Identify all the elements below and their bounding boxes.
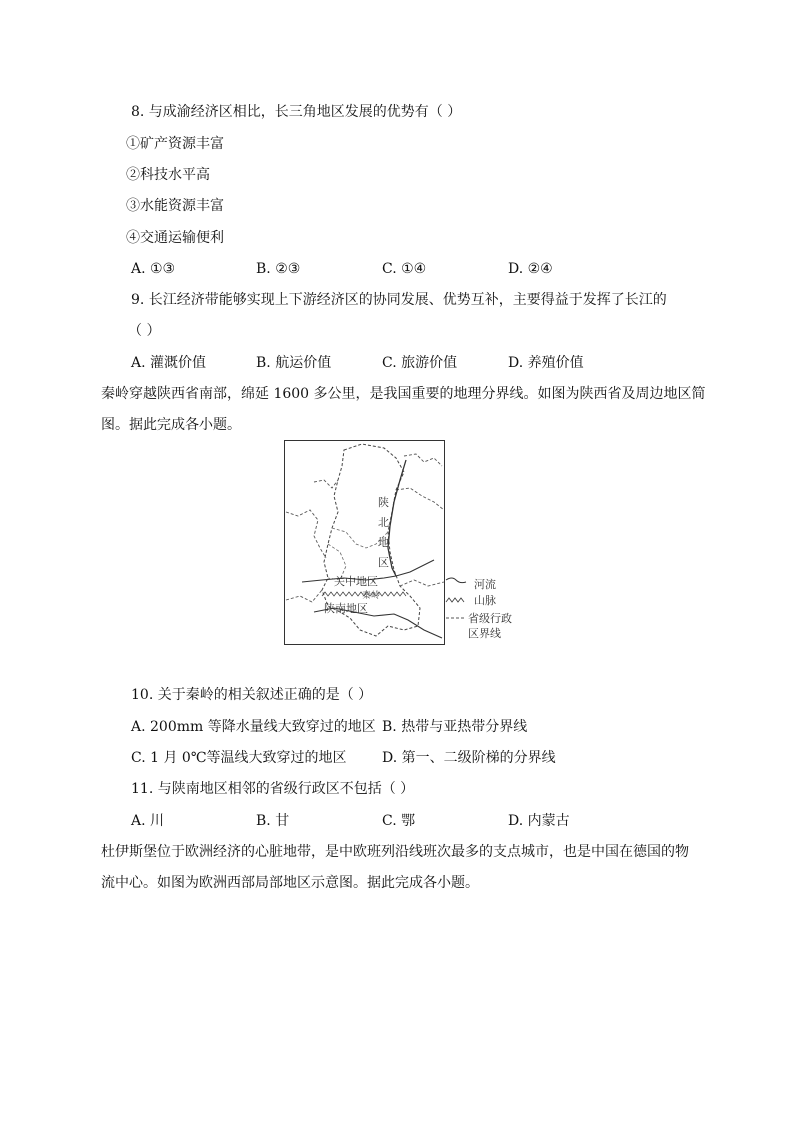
- q9-stem-line2: （ ）: [128, 323, 161, 339]
- q11-option-b[interactable]: B. 甘: [256, 813, 290, 829]
- map-label-shannan: 陕南地区: [324, 602, 368, 615]
- legend-river-symbol: [446, 578, 466, 583]
- q8-option-d[interactable]: D. ②④: [508, 261, 553, 277]
- map-label-north-4: 区: [378, 556, 389, 569]
- legend-boundary-label-2: 区界线: [468, 627, 501, 640]
- boundary-east: [396, 488, 444, 510]
- q11-option-a[interactable]: A. 川: [131, 813, 165, 829]
- q9-option-c[interactable]: C. 旅游价值: [382, 355, 458, 371]
- map-label-north-1: 陕: [378, 496, 389, 509]
- q8-option-c[interactable]: C. ①④: [382, 261, 427, 277]
- q10-option-b[interactable]: B. 热带与亚热带分界线: [382, 719, 528, 735]
- legend-mountain-symbol: [446, 598, 464, 602]
- passage2-line1: 杜伊斯堡位于欧洲经济的心脏地带，是中欧班列沿线班次最多的支点城市，也是中国在德国的物: [101, 844, 689, 860]
- boundary-southeast: [400, 580, 444, 586]
- q9-option-a[interactable]: A. 灌溉价值: [131, 355, 207, 371]
- q8-item-1: ①矿产资源丰富: [126, 136, 224, 152]
- boundary-northwest: [314, 480, 338, 488]
- q9-option-d[interactable]: D. 养殖价值: [508, 355, 584, 371]
- shaanxi-map: [284, 440, 646, 645]
- q8-option-a[interactable]: A. ①③: [131, 261, 176, 277]
- boundary-west: [286, 510, 326, 558]
- q10-stem: 10. 关于秦岭的相关叙述正确的是（ ）: [131, 687, 373, 703]
- yellow-river: [388, 460, 406, 576]
- q8-stem: 8. 与成渝经济区相比，长三角地区发展的优势有（ ）: [131, 104, 462, 120]
- boundary-southwest: [286, 590, 322, 602]
- legend-boundary-label-1: 省级行政: [468, 612, 512, 625]
- map-label-north-2: 北: [378, 516, 389, 529]
- q11-option-d[interactable]: D. 内蒙古: [508, 813, 570, 829]
- q8-item-4: ④交通运输便利: [126, 230, 224, 246]
- legend-river-label: 河流: [474, 578, 496, 591]
- q10-option-c[interactable]: C. 1 月 0℃等温线大致穿过的地区: [131, 750, 347, 766]
- q10-option-a[interactable]: A. 200mm 等降水量线大致穿过的地区: [131, 719, 376, 735]
- q8-option-b[interactable]: B. ②③: [256, 261, 301, 277]
- map-label-qinling: 秦岭: [362, 591, 381, 601]
- q11-stem: 11. 与陕南地区相邻的省级行政区不包括（ ）: [131, 781, 415, 797]
- passage1-line1: 秦岭穿越陕西省南部，绵延 1600 多公里，是我国重要的地理分界线。如图为陕西省及周边地区简: [101, 386, 706, 402]
- q8-item-3: ③水能资源丰富: [126, 198, 224, 214]
- boundary-northeast: [404, 454, 442, 466]
- q9-stem-line1: 9. 长江经济带能够实现上下游经济区的协同发展、优势互补，主要得益于发挥了长江的: [131, 292, 667, 308]
- shaanxi-map-figure: [284, 440, 646, 645]
- legend-mountain-label: 山脉: [474, 594, 496, 607]
- map-label-guanzhong: 关中地区: [334, 575, 378, 588]
- map-label-north-3: 地: [378, 536, 389, 549]
- passage2-line2: 流中心。如图为欧洲西部局部地区示意图。据此完成各小题。: [101, 875, 479, 891]
- q8-item-2: ②科技水平高: [126, 167, 210, 183]
- q11-option-c[interactable]: C. 鄂: [382, 813, 416, 829]
- q10-option-d[interactable]: D. 第一、二级阶梯的分界线: [382, 750, 556, 766]
- passage1-line2: 图。据此完成各小题。: [101, 417, 241, 433]
- q9-option-b[interactable]: B. 航运价值: [256, 355, 332, 371]
